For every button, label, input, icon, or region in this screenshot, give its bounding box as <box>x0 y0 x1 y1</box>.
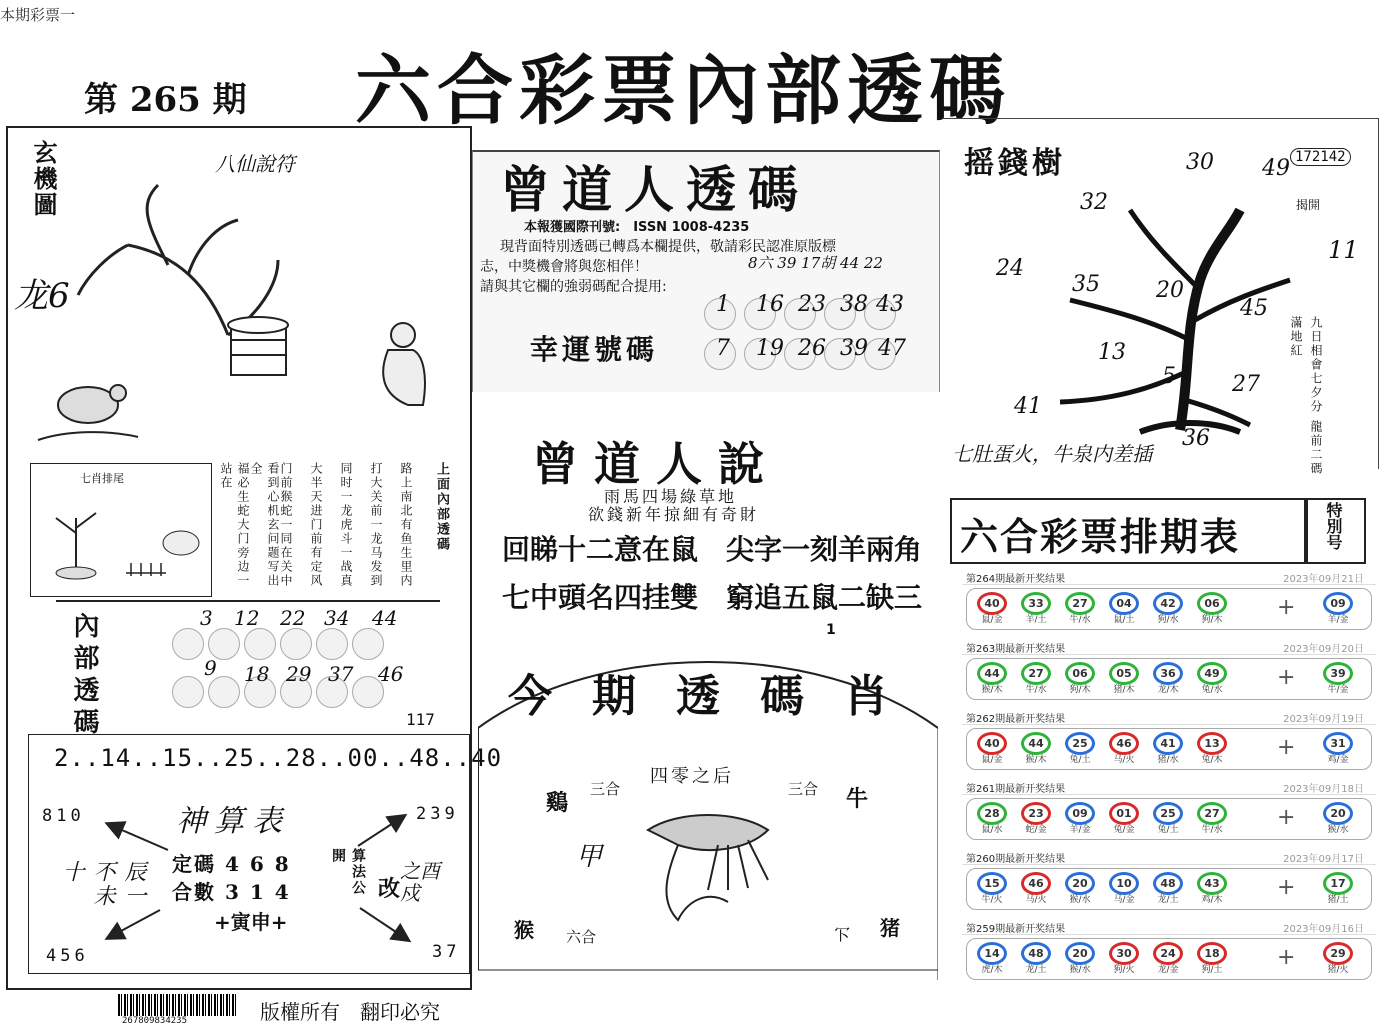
num-456: 456 <box>46 946 89 966</box>
lucky-number: 38 <box>840 292 868 317</box>
barcode <box>118 994 238 1016</box>
ball-zodiac: 猴/水 <box>1069 895 1091 905</box>
result-date: 2023年09月21日 <box>1283 574 1364 585</box>
ball-number: 04 <box>1109 592 1139 615</box>
lottery-ball <box>1063 592 1097 626</box>
ball-number: 27 <box>1065 592 1095 615</box>
notice-line3: 請與其它欄的強弱碼配合提用: <box>480 279 667 295</box>
plus-sign: + <box>1277 945 1296 970</box>
ball-number: 33 <box>1021 592 1051 615</box>
hand-top-nums: 8六 39 17胡 44 22 <box>748 254 883 272</box>
poem-column: 门前猴蛇一同在关中 <box>279 462 293 588</box>
ball-number: 28 <box>977 802 1007 825</box>
ball-zodiac: 马/火 <box>1025 895 1047 905</box>
barcode-number: 267809834235 <box>122 1016 188 1026</box>
lottery-ball <box>975 942 1009 976</box>
lottery-ball <box>975 872 1009 906</box>
lottery-ball <box>1151 802 1185 836</box>
plus-sign: + <box>1277 805 1296 830</box>
ball-number: 24 <box>1153 942 1183 965</box>
ball-number: 40 <box>977 592 1007 615</box>
ball-number: 43 <box>1197 872 1227 895</box>
poem-columns <box>218 462 462 594</box>
yinshen: +寅申+ <box>214 910 288 934</box>
tree-number: 36 <box>1182 426 1210 451</box>
tree-number: 30 <box>1186 150 1214 175</box>
ball-number: 36 <box>1153 662 1183 685</box>
ball-number: 18 <box>1197 942 1227 965</box>
lottery-ball <box>1063 732 1097 766</box>
lottery-ball <box>1321 872 1355 906</box>
number-strip: 2..14..15..25..28..00..48..40 <box>54 744 503 772</box>
ball-zodiac: 鸡/木 <box>1201 895 1223 905</box>
ball-zodiac: 猴/木 <box>1025 755 1047 765</box>
number-circle <box>244 628 276 660</box>
result-title: 第260期最新开奖结果 <box>966 854 1066 865</box>
lottery-ball <box>1151 592 1185 626</box>
ball-zodiac: 猪/水 <box>1157 755 1179 765</box>
sanhe-right: 三合 <box>788 780 819 798</box>
lottery-ball <box>1107 662 1141 696</box>
shensuan-title: 神算表 <box>176 804 290 839</box>
result-row <box>962 918 1376 982</box>
ball-number: 44 <box>977 662 1007 685</box>
zodiac-zhu: 猪 <box>880 916 900 940</box>
schedule-title: 六合彩票排期表 <box>960 514 1241 559</box>
liuhe-label: 六合 <box>566 928 597 946</box>
tebie-label: 特別号 <box>1324 502 1343 550</box>
lottery-ball <box>975 732 1009 766</box>
ball-zodiac: 狗/火 <box>1113 965 1135 975</box>
result-title: 第261期最新开奖结果 <box>966 784 1066 795</box>
top-number: 12 <box>234 606 260 630</box>
ball-number: 06 <box>1065 662 1095 685</box>
lottery-ball <box>1321 662 1355 696</box>
ball-number: 46 <box>1021 872 1051 895</box>
plus-sign: + <box>1277 665 1296 690</box>
ball-number: 09 <box>1065 802 1095 825</box>
ball-zodiac: 狗/木 <box>1201 615 1223 625</box>
lottery-ball <box>1195 942 1229 976</box>
tree-number: 41 <box>1014 394 1042 419</box>
well <box>228 317 288 375</box>
bottom-number: 9 <box>204 656 217 680</box>
lottery-ball <box>975 802 1009 836</box>
ball-zodiac: 兔/水 <box>1201 685 1223 695</box>
ball-zodiac: 虎/木 <box>981 965 1003 975</box>
result-balls <box>966 938 1372 980</box>
top-number: 34 <box>324 606 350 630</box>
ball-number: 20 <box>1323 802 1353 825</box>
ball-zodiac: 龙/土 <box>1025 965 1047 975</box>
result-date: 2023年09月19日 <box>1283 714 1364 725</box>
ball-number: 15 <box>977 872 1007 895</box>
lottery-ball <box>1151 732 1185 766</box>
ball-number: 39 <box>1323 662 1353 685</box>
ball-zodiac: 猴/水 <box>1327 825 1349 835</box>
lottery-ball <box>1321 732 1355 766</box>
top-number: 3 <box>200 606 213 630</box>
bottom-number: 37 <box>328 662 354 686</box>
lucky-number: 1 <box>716 292 730 317</box>
poem-column: 路上南北有鱼生里内 <box>399 462 413 588</box>
notice-line2: 志，中獎機會將與您相伴！ <box>480 259 648 275</box>
result-title: 第263期最新开奖结果 <box>966 644 1066 655</box>
top-number: 44 <box>372 606 398 630</box>
ball-number: 05 <box>1109 662 1139 685</box>
poem-column: 大半天进门前有定风 <box>309 462 323 588</box>
arc-title: 今期透碼肖 <box>508 671 928 722</box>
result-balls <box>966 798 1372 840</box>
ball-zodiac: 龙/土 <box>1157 895 1179 905</box>
ball-number: 27 <box>1197 802 1227 825</box>
ball-zodiac: 猴/木 <box>981 685 1003 695</box>
qi-char: 㓀 <box>834 925 851 944</box>
poem-column: 打大关前一龙马发到 <box>369 462 383 588</box>
jia-char: 甲 <box>576 842 603 872</box>
big-line-1: 回睇十二意在鼠 尖字一刻羊兩角 <box>502 533 923 566</box>
dingma: 定碼 4 6 8 <box>172 852 291 876</box>
lottery-ball <box>1019 942 1053 976</box>
tree-number: 5 <box>1162 364 1176 389</box>
ball-number: 10 <box>1109 872 1139 895</box>
shuo-title: 曾道人說 <box>532 437 780 491</box>
result-title: 第262期最新开奖结果 <box>966 714 1066 725</box>
number-circle <box>352 628 384 660</box>
code-badge: 172142 <box>1290 148 1351 166</box>
ball-zodiac: 羊/金 <box>1327 615 1349 625</box>
result-date: 2023年09月20日 <box>1283 644 1364 655</box>
ball-zodiac: 猪/土 <box>1327 895 1349 905</box>
ball-zodiac: 猪/木 <box>1113 685 1135 695</box>
zodiac-hou: 猴 <box>514 918 534 942</box>
ball-number: 42 <box>1153 592 1183 615</box>
ball-zodiac: 狗/土 <box>1201 965 1223 975</box>
lottery-ball <box>1063 942 1097 976</box>
issue-number: 第 265 期 <box>84 80 247 120</box>
tree-trunk <box>78 185 238 335</box>
notice-line1: 現背面特別透碼已轉爲本欄提供，敬請彩民認准原版標 <box>500 239 836 255</box>
poem-column: 上面內部透碼 <box>434 462 449 552</box>
ball-number: 09 <box>1323 592 1353 615</box>
lottery-ball <box>975 592 1009 626</box>
rat-figure <box>38 385 138 440</box>
ball-zodiac: 牛/火 <box>981 895 1003 905</box>
ball-number: 30 <box>1109 942 1139 965</box>
num-239: 239 <box>416 804 459 824</box>
poem-column: 福必生蛇大门旁边一站在 <box>219 462 250 588</box>
ball-number: 17 <box>1323 872 1353 895</box>
qixiao-illustration <box>36 488 206 588</box>
ball-number: 14 <box>977 942 1007 965</box>
ball-zodiac: 牛/水 <box>1025 685 1047 695</box>
kaikai-label: 揭開 <box>1296 198 1321 212</box>
ball-zodiac: 鼠/金 <box>981 615 1003 625</box>
tree-number: 35 <box>1072 272 1100 297</box>
yaoqian-title: 摇錢樹 <box>964 146 1066 181</box>
number-circle <box>172 676 204 708</box>
lottery-ball <box>1019 592 1053 626</box>
ball-zodiac: 狗/水 <box>1157 615 1179 625</box>
lottery-ball <box>1107 802 1141 836</box>
big-line-2: 七中頭名四挂雙 窮追五鼠二缺三 <box>502 581 923 614</box>
num-810: 810 <box>42 806 85 826</box>
ball-zodiac: 牛/金 <box>1327 685 1349 695</box>
zeng-title: 曾道人透碼 <box>500 160 810 219</box>
num-37: 37 <box>432 942 461 962</box>
ball-zodiac: 兔/木 <box>1201 755 1223 765</box>
lucky-number: 16 <box>756 292 784 317</box>
ball-number: 29 <box>1323 942 1353 965</box>
zodiac-ji: 鷄 <box>546 790 569 816</box>
copyright: 版權所有 翻印必究 <box>260 1000 440 1024</box>
zodiac-niu: 牛 <box>846 786 869 812</box>
lottery-ball <box>1063 662 1097 696</box>
label-117: 117 <box>406 710 435 729</box>
heshu: 合數 3 1 4 <box>172 880 291 904</box>
lucky-number: 47 <box>878 336 906 361</box>
page-title: 六合彩票內部透碼 <box>355 46 1011 135</box>
number-circle <box>172 628 204 660</box>
result-row <box>962 848 1376 912</box>
lottery-ball <box>1107 942 1141 976</box>
ball-number: 23 <box>1021 802 1051 825</box>
ball-number: 48 <box>1021 942 1051 965</box>
ball-zodiac: 牛/水 <box>1069 615 1091 625</box>
bottom-number: 29 <box>286 662 312 686</box>
ball-number: 06 <box>1197 592 1227 615</box>
side-verse: 九日相會七夕分 龍前二碼滿地紅 <box>1289 316 1323 476</box>
ball-number: 31 <box>1323 732 1353 755</box>
lottery-ball <box>1151 872 1185 906</box>
ball-zodiac: 兔/土 <box>1069 755 1091 765</box>
chenwei: 辰一不未十 <box>59 860 146 908</box>
neibu-label: 內部透碼 <box>69 612 99 740</box>
ball-number: 40 <box>977 732 1007 755</box>
ball-zodiac: 马/火 <box>1113 755 1135 765</box>
ball-zodiac: 兔/土 <box>1157 825 1179 835</box>
bagua-caption: 八仙說符 <box>215 152 295 176</box>
tree-bottom-note: 七肚蛋火，牛泉内差插 <box>952 442 1152 466</box>
lottery-ball <box>1195 802 1229 836</box>
ball-number: 20 <box>1065 872 1095 895</box>
number-circle <box>280 628 312 660</box>
lottery-ball <box>1321 802 1355 836</box>
ball-number: 44 <box>1021 732 1051 755</box>
tree-number: 27 <box>1232 372 1260 397</box>
xuanji-illustration <box>28 165 448 450</box>
ball-number: 13 <box>1197 732 1227 755</box>
tree-number: 49 <box>1262 156 1290 181</box>
ball-zodiac: 兔/金 <box>1113 825 1135 835</box>
lottery-ball <box>1321 592 1355 626</box>
xingyun-label: 幸運號碼 <box>530 333 659 366</box>
verse-1: 雨馬四場綠草地 <box>604 487 738 506</box>
tree-number: 45 <box>1240 296 1268 321</box>
ball-zodiac: 鼠/水 <box>981 825 1003 835</box>
tree-number: 20 <box>1156 278 1184 303</box>
ball-number: 46 <box>1109 732 1139 755</box>
result-balls <box>966 728 1372 770</box>
poem-column: 同时一龙虎斗一战真 <box>339 462 353 588</box>
result-row <box>962 568 1376 632</box>
lucky-number: 43 <box>876 292 904 317</box>
lottery-ball <box>975 662 1009 696</box>
hand-snake-illustration <box>648 815 768 920</box>
ball-number: 49 <box>1197 662 1227 685</box>
bottom-number: 46 <box>378 662 404 686</box>
ball-zodiac: 鸡/金 <box>1327 755 1349 765</box>
result-header <box>962 778 1376 795</box>
result-balls <box>966 868 1372 910</box>
number-circle <box>316 628 348 660</box>
result-balls <box>966 658 1372 700</box>
result-date: 2023年09月17日 <box>1283 854 1364 865</box>
lottery-ball <box>1019 802 1053 836</box>
lucky-number: 7 <box>716 336 730 361</box>
result-row <box>962 638 1376 702</box>
lucky-number: 19 <box>756 336 784 361</box>
xuanji-label: 玄機圖 <box>29 140 58 218</box>
lottery-ball <box>1151 942 1185 976</box>
result-header <box>962 708 1376 725</box>
handwritten-mark: 龙6 <box>14 276 70 316</box>
ball-zodiac: 龙/金 <box>1157 965 1179 975</box>
ball-number: 01 <box>1109 802 1139 825</box>
ball-zodiac: 猪/火 <box>1327 965 1349 975</box>
ball-zodiac: 猴/水 <box>1069 965 1091 975</box>
lottery-ball <box>1321 942 1355 976</box>
lottery-ball <box>1107 592 1141 626</box>
result-date: 2023年09月16日 <box>1283 924 1364 935</box>
lottery-ball <box>1195 872 1229 906</box>
plus-sign: + <box>1277 735 1296 760</box>
qixiao-caption: 七肖排尾 <box>80 472 124 485</box>
result-header <box>962 568 1376 585</box>
ball-number: 25 <box>1153 802 1183 825</box>
monk-figure <box>383 323 425 405</box>
tree-number: 13 <box>1098 340 1126 365</box>
number-circle <box>208 676 240 708</box>
ball-zodiac: 蛇/金 <box>1025 825 1047 835</box>
ball-number: 20 <box>1065 942 1095 965</box>
issn-line: 本報獲國際刊號: ISSN 1008-4235 <box>524 220 750 235</box>
ball-zodiac: 马/金 <box>1113 895 1135 905</box>
ball-zodiac: 羊/金 <box>1069 825 1091 835</box>
lucky-number: 23 <box>798 292 826 317</box>
divider <box>56 600 440 602</box>
lottery-ball <box>1107 732 1141 766</box>
gai-char: 改 <box>378 876 401 902</box>
ball-zodiac: 牛/水 <box>1201 825 1223 835</box>
lucky-number: 39 <box>840 336 868 361</box>
result-header <box>962 848 1376 865</box>
ball-zodiac: 龙/木 <box>1157 685 1179 695</box>
tree-number: 32 <box>1080 190 1108 215</box>
result-title: 第259期最新开奖结果 <box>966 924 1066 935</box>
ball-zodiac: 鼠/金 <box>981 755 1003 765</box>
ball-number: 25 <box>1065 732 1095 755</box>
ball-number: 27 <box>1021 662 1051 685</box>
lottery-ball <box>1195 732 1229 766</box>
lottery-ball <box>1063 872 1097 906</box>
result-balls <box>966 588 1372 630</box>
tree-number: 11 <box>1328 236 1359 264</box>
lottery-ball <box>1019 872 1053 906</box>
plus-sign: + <box>1277 595 1296 620</box>
ball-number: 48 <box>1153 872 1183 895</box>
ball-zodiac: 羊/土 <box>1025 615 1047 625</box>
result-header <box>962 918 1376 935</box>
result-header <box>962 638 1376 655</box>
lottery-ball <box>1019 662 1053 696</box>
ball-number: 41 <box>1153 732 1183 755</box>
result-title: 第264期最新开奖结果 <box>966 574 1066 585</box>
suanfa: 算法公開 <box>330 848 366 896</box>
result-date: 2023年09月18日 <box>1283 784 1364 795</box>
youxu: 之酉戍 <box>400 859 440 905</box>
top-strip: 本期彩票一 <box>0 6 76 24</box>
lucky-number: 26 <box>798 336 826 361</box>
sanhe-left: 三合 <box>590 780 621 798</box>
plus-sign: + <box>1277 875 1296 900</box>
lottery-ball <box>1195 662 1229 696</box>
ball-zodiac: 鼠/土 <box>1113 615 1135 625</box>
mark-1: 1 <box>826 622 836 638</box>
lottery-ball <box>1107 872 1141 906</box>
lottery-ball <box>1195 592 1229 626</box>
ball-zodiac: 狗/木 <box>1069 685 1091 695</box>
tree-number: 24 <box>996 256 1024 281</box>
poem-column: 看到心机玄问题写出全 <box>249 462 280 588</box>
result-row <box>962 778 1376 842</box>
bottom-number: 18 <box>244 662 270 686</box>
result-row <box>962 708 1376 772</box>
verse-2: 欲錢新年掠細有奇財 <box>588 505 760 524</box>
lottery-ball <box>1151 662 1185 696</box>
lottery-ball <box>1063 802 1097 836</box>
top-number: 22 <box>280 606 306 630</box>
sihe-label: 四零之后 <box>650 766 734 787</box>
lottery-ball <box>1019 732 1053 766</box>
